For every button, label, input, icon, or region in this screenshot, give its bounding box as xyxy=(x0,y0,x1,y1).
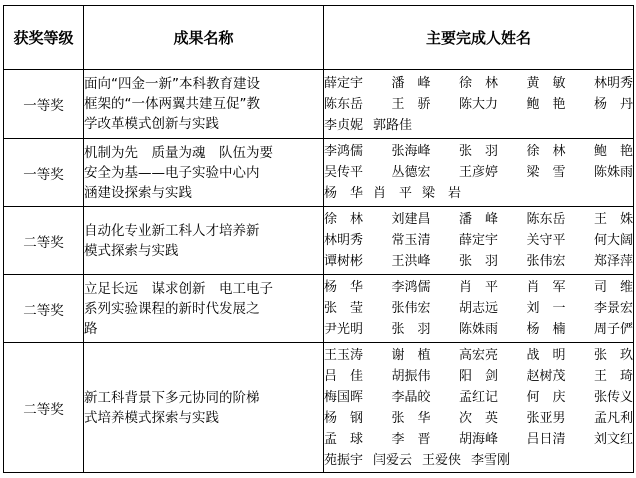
title-line: 框架的“一体两翼共建互促”教 xyxy=(84,96,260,112)
title-line: 涵建设探索与实践 xyxy=(84,184,192,201)
person-name: 鲍 艳 xyxy=(593,144,633,159)
person-name: 鲍 艳 xyxy=(526,96,566,112)
name-line xyxy=(324,366,633,387)
person-name: 潘 峰 xyxy=(391,75,431,91)
table-row xyxy=(4,70,634,139)
table-row xyxy=(4,207,634,275)
person-name: 王彦婷 xyxy=(458,165,498,180)
person-name: 司 维 xyxy=(593,280,633,295)
title-line: 自动化专业新工科人才培养新 xyxy=(84,222,260,239)
person-name: 李雪刚 xyxy=(471,452,511,468)
contributors-cell xyxy=(324,70,634,139)
person-name: 何 庆 xyxy=(526,389,566,405)
person-name: 杨 楠 xyxy=(526,322,566,337)
person-name: 徐 林 xyxy=(324,212,364,227)
table-row xyxy=(4,139,634,207)
person-name: 吕日清 xyxy=(526,431,566,447)
table-row xyxy=(4,343,634,473)
title-line: 面向“四金一新”本科教育建设 xyxy=(84,76,260,92)
table-body xyxy=(4,70,634,473)
title-line: 立足长远 谋求创新 电工电子 xyxy=(84,280,273,297)
name-line xyxy=(324,298,633,319)
award-level-cell: 二等奖 xyxy=(4,343,84,473)
person-name: 王 姝 xyxy=(593,212,633,227)
person-name: 李景宏 xyxy=(593,301,633,316)
person-name: 张 羽 xyxy=(391,322,431,337)
person-name: 李晶皎 xyxy=(391,389,431,405)
name-line xyxy=(324,183,633,204)
person-name: 刘文红 xyxy=(593,431,633,447)
person-name: 周子俨 xyxy=(593,322,633,337)
person-name: 薛定宇 xyxy=(324,75,364,91)
person-name: 肖 平 xyxy=(373,186,413,201)
person-name: 张伟宏 xyxy=(526,254,566,269)
person-name: 张伟宏 xyxy=(391,301,431,316)
name-line xyxy=(324,429,633,450)
header-achievement-title: 成果名称 xyxy=(84,6,324,70)
award-level-cell: 一等奖 xyxy=(4,139,84,207)
contributors-cell xyxy=(324,139,634,207)
person-name: 陈姝雨 xyxy=(593,165,633,180)
person-name: 张亚男 xyxy=(526,410,566,426)
person-name: 王玉涛 xyxy=(324,347,364,363)
person-name: 张 羽 xyxy=(458,254,498,269)
person-name: 梁 雪 xyxy=(526,165,566,180)
person-name: 常玉清 xyxy=(391,233,431,248)
title-line: 式培养模式探索与实践 xyxy=(84,409,219,426)
table-row xyxy=(4,275,634,343)
person-name: 郭路佳 xyxy=(373,117,413,133)
person-name: 徐 林 xyxy=(526,144,566,159)
person-name: 王爱侠 xyxy=(422,452,462,468)
person-name: 陈东岳 xyxy=(526,212,566,227)
person-name: 丛德宏 xyxy=(391,165,431,180)
person-name: 苑振宇 xyxy=(324,452,364,468)
person-name: 徐 林 xyxy=(458,75,498,91)
name-line xyxy=(324,94,633,115)
name-line xyxy=(324,141,633,162)
person-name: 胡海峰 xyxy=(458,431,498,447)
title-line: 新工科背景下多元协同的阶梯 xyxy=(84,389,260,406)
person-name: 陈姝雨 xyxy=(458,322,498,337)
person-name: 吴传平 xyxy=(324,165,364,180)
achievement-title-cell xyxy=(84,139,324,207)
award-level-cell: 二等奖 xyxy=(4,275,84,343)
name-line xyxy=(324,345,633,366)
person-name: 赵树茂 xyxy=(526,368,566,384)
person-name: 李鸿儒 xyxy=(391,280,431,295)
person-name: 王 琦 xyxy=(593,368,633,384)
person-name: 阳 剑 xyxy=(458,368,498,384)
name-line xyxy=(324,230,633,251)
person-name: 李 晋 xyxy=(391,431,431,447)
person-name: 王 骄 xyxy=(391,96,431,112)
name-line xyxy=(324,450,633,471)
achievement-title-cell xyxy=(84,275,324,343)
person-name: 梁 岩 xyxy=(422,186,462,201)
person-name: 李鸿儒 xyxy=(324,144,364,159)
person-name: 张 羽 xyxy=(458,144,498,159)
person-name: 肖 军 xyxy=(526,280,566,295)
person-name: 闫爱云 xyxy=(373,452,413,468)
title-line: 系列实验课程的新时代发展之 xyxy=(84,300,260,317)
header-main-contributors: 主要完成人姓名 xyxy=(324,6,634,70)
title-line: 机制为先 质量为魂 队伍为要 xyxy=(84,144,273,161)
person-name: 刘 一 xyxy=(526,301,566,316)
award-level-cell: 一等奖 xyxy=(4,70,84,139)
contributors-cell xyxy=(324,207,634,275)
person-name: 张 玖 xyxy=(593,347,633,363)
person-name: 李贞妮 xyxy=(324,117,364,133)
person-name: 张 莹 xyxy=(324,301,364,316)
name-line xyxy=(324,162,633,183)
person-name: 尹光明 xyxy=(324,322,364,337)
achievement-title-cell xyxy=(84,343,324,473)
title-line: 模式探索与实践 xyxy=(84,242,179,259)
name-line xyxy=(324,387,633,408)
person-name: 何大阔 xyxy=(593,233,633,248)
person-name: 林明秀 xyxy=(324,233,364,248)
person-name: 高宏亮 xyxy=(458,347,498,363)
person-name: 林明秀 xyxy=(593,75,633,91)
name-line xyxy=(324,73,633,94)
person-name: 郑泽萍 xyxy=(593,254,633,269)
person-name: 杨 丹 xyxy=(593,96,633,112)
person-name: 杨 钢 xyxy=(324,410,364,426)
name-line xyxy=(324,115,633,136)
person-name: 关守平 xyxy=(526,233,566,248)
name-line xyxy=(324,209,633,230)
person-name: 肖 平 xyxy=(458,280,498,295)
person-name: 梅国晖 xyxy=(324,389,364,405)
table-header-row xyxy=(4,6,634,70)
award-level-cell: 二等奖 xyxy=(4,207,84,275)
header-award-level: 获奖等级 xyxy=(4,6,84,70)
name-line xyxy=(324,319,633,340)
contributors-cell xyxy=(324,275,634,343)
person-name: 吕 佳 xyxy=(324,368,364,384)
person-name: 王洪峰 xyxy=(391,254,431,269)
person-name: 薛定宇 xyxy=(458,233,498,248)
contributors-cell xyxy=(324,343,634,473)
person-name: 杨 华 xyxy=(324,186,364,201)
person-name: 谭树彬 xyxy=(324,254,364,269)
person-name: 孟 球 xyxy=(324,431,364,447)
achievement-title-cell xyxy=(84,207,324,275)
achievement-title-cell xyxy=(84,70,324,139)
title-line: 路 xyxy=(84,320,98,337)
title-line: 学改革模式创新与实践 xyxy=(84,116,219,132)
person-name: 陈大力 xyxy=(458,96,498,112)
name-line xyxy=(324,251,633,272)
person-name: 黄 敏 xyxy=(526,75,566,91)
person-name: 战 明 xyxy=(526,347,566,363)
person-name: 胡志远 xyxy=(458,301,498,316)
person-name: 孟凡利 xyxy=(593,410,633,426)
person-name: 潘 峰 xyxy=(458,212,498,227)
person-name: 谢 植 xyxy=(391,347,431,363)
person-name: 张 华 xyxy=(391,410,431,426)
title-line: 安全为基——电子实验中心内 xyxy=(84,164,260,181)
person-name: 次 英 xyxy=(458,410,498,426)
person-name: 杨 华 xyxy=(324,280,364,295)
person-name: 孟红记 xyxy=(458,389,498,405)
person-name: 张传义 xyxy=(593,389,633,405)
person-name: 张海峰 xyxy=(391,144,431,159)
person-name: 胡振伟 xyxy=(391,368,431,384)
person-name: 陈东岳 xyxy=(324,96,364,112)
name-line xyxy=(324,277,633,298)
award-table xyxy=(3,5,634,473)
person-name: 刘建昌 xyxy=(391,212,431,227)
name-line xyxy=(324,408,633,429)
